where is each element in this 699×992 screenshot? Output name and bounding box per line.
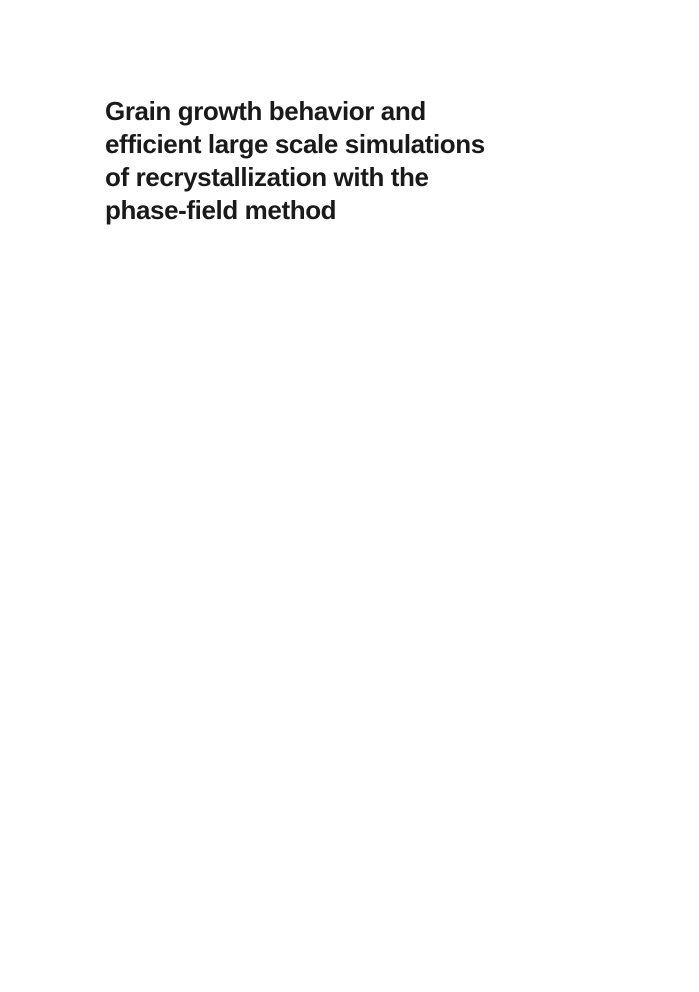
document-title-line-4: phase-field method xyxy=(105,195,337,225)
document-title-line-2: efficient large scale simulations xyxy=(105,129,485,159)
document-title-line-1: Grain growth behavior and xyxy=(105,96,426,126)
document-title-line-3: of recrystallization with the xyxy=(105,162,429,192)
document-title xyxy=(105,95,545,227)
